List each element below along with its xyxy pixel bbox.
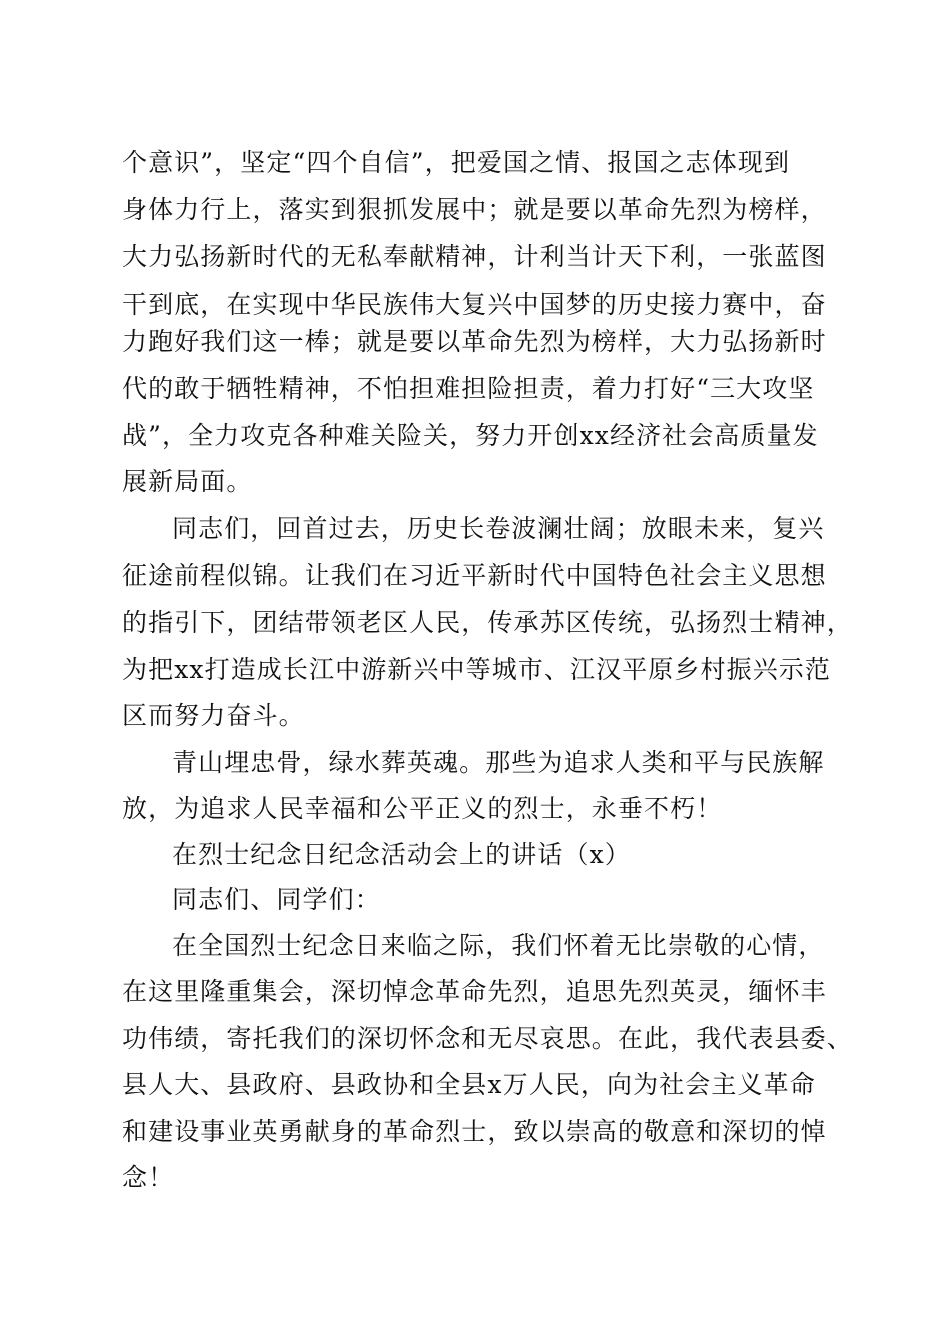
text-line: 征途前程似锦。让我们在习近平新时代中国特色社会主义思想 bbox=[122, 561, 827, 590]
text-line: 在这里隆重集会，深切悼念革命先烈，追思先烈英灵，缅怀丰 bbox=[122, 977, 827, 1006]
paragraph-first-line: 同志们，回首过去，历史长卷波澜壮阔；放眼未来，复兴 bbox=[172, 514, 825, 543]
text-line: 区而努力奋斗。 bbox=[122, 701, 305, 730]
text-line: 力跑好我们这一棒；就是要以革命先烈为榜样，大力弘扬新时 bbox=[122, 327, 827, 356]
paragraph-first-line: 在全国烈士纪念日来临之际，我们怀着无比崇敬的心情， bbox=[172, 931, 825, 960]
text-line: 战”，全力攻克各种难关险关，努力开创xx经济社会高质量发 bbox=[122, 421, 819, 450]
text-line: 功伟绩，寄托我们的深切怀念和无尽哀思。在此，我代表县委、 bbox=[122, 1024, 853, 1053]
text-line: 为把xx打造成长江中游新兴中等城市、江汉平原乡村振兴示范 bbox=[122, 655, 832, 684]
text-line: 代的敢于牺牲精神，不怕担难担险担责，着力打好“三大攻坚 bbox=[122, 374, 815, 403]
text-line: 和建设事业英勇献身的革命烈士，致以崇高的敬意和深切的悼 bbox=[122, 1117, 827, 1146]
text-line: 个意识”，坚定“四个自信”，把爱国之情、报国之志体现到 bbox=[122, 148, 791, 177]
speech-title: 在烈士纪念日纪念活动会上的讲话（x） bbox=[172, 840, 631, 869]
paragraph-first-line: 青山埋忠骨，绿水葬英魂。那些为追求人类和平与民族解 bbox=[172, 748, 825, 777]
text-line: 干到底，在实现中华民族伟大复兴中国梦的历史接力赛中，奋 bbox=[122, 290, 827, 319]
text-line: 身体力行上，落实到狠抓发展中；就是要以革命先烈为榜样， bbox=[122, 195, 827, 224]
text-line: 展新局面。 bbox=[122, 467, 253, 496]
salutation: 同志们、同学们： bbox=[172, 885, 381, 914]
text-line: 县人大、县政府、县政协和全县x万人民，向为社会主义革命 bbox=[122, 1070, 816, 1099]
text-line: 的指引下，团结带领老区人民，传承苏区传统，弘扬烈士精神， bbox=[122, 608, 853, 637]
text-line: 念！ bbox=[122, 1163, 175, 1192]
text-line: 放，为追求人民幸福和公平正义的烈士，永垂不朽！ bbox=[122, 794, 723, 823]
text-line: 大力弘扬新时代的无私奉献精神，计利当计天下利，一张蓝图 bbox=[122, 242, 827, 271]
